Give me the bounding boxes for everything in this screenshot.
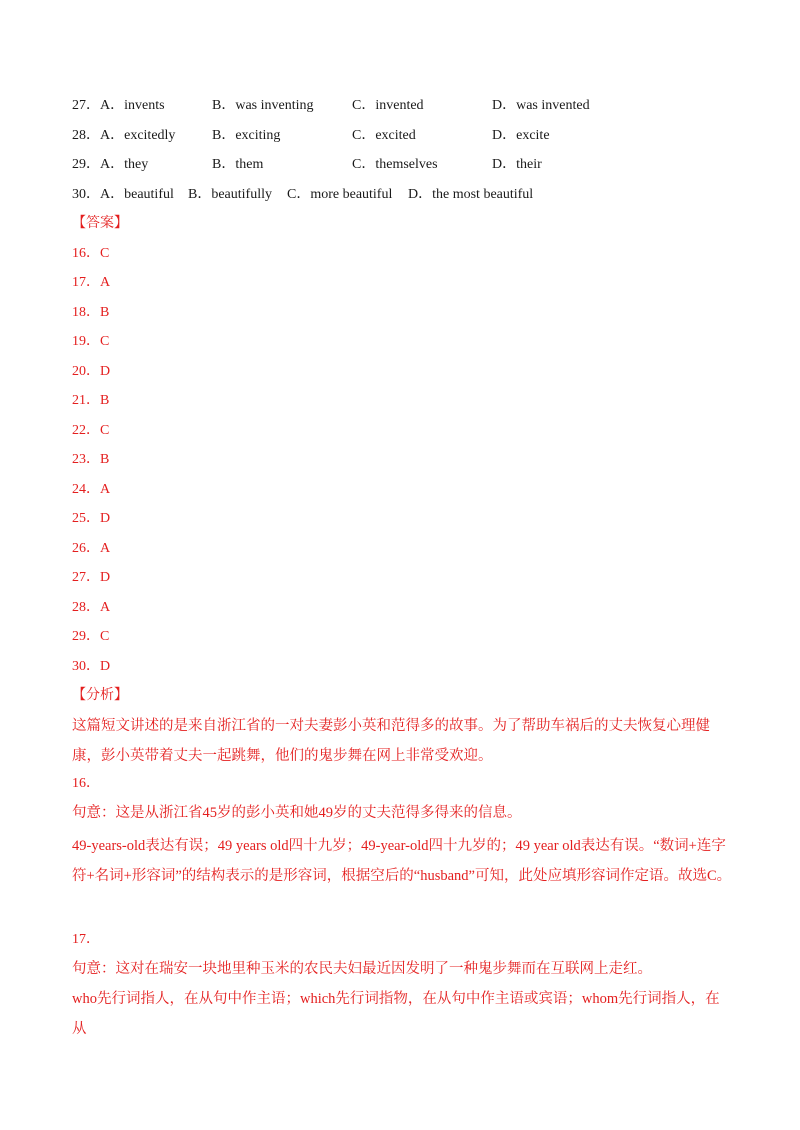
q16-explanation-block <box>72 831 732 891</box>
option-a: A．excitedly <box>100 128 176 143</box>
q17-explanation-block <box>72 984 732 1044</box>
analysis-heading: 【分析】 <box>72 688 128 703</box>
option-b: B．was inventing <box>212 98 314 113</box>
option-a: A．invents <box>100 98 165 113</box>
q16-sentence-block <box>72 798 732 828</box>
q16-explanation: 49-years-old表达有误；49 years old四十九岁；49-year-old四十九岁的；49 year old表达有误。“数词+连字符+名词+形容词”的结构表示的是形容词，根据空后的“husband”可知，此处应填形容词作定语。故选C。 <box>72 838 732 884</box>
answer-item: 28．A <box>72 600 111 615</box>
option-d: D．their <box>492 157 542 172</box>
answer-item: 24．A <box>72 482 111 497</box>
question-number: 30． <box>72 187 100 202</box>
answer-item: 22．C <box>72 423 110 438</box>
answer-item: 23．B <box>72 452 110 467</box>
answer-item: 20．D <box>72 364 111 379</box>
option-d: D．the most beautiful <box>408 187 534 202</box>
analysis-text: 这篇短文讲述的是来自浙江省的一对夫妻彭小英和范得多的故事。为了帮助车祸后的丈夫恢复心理健康，彭小英带着丈夫一起跳舞，他们的鬼步舞在网上非常受欢迎。 <box>72 718 710 764</box>
answer-item: 25．D <box>72 511 111 526</box>
option-c: C．excited <box>352 128 416 143</box>
option-b: B．beautifully <box>188 187 272 202</box>
answer-item: 19．C <box>72 334 110 349</box>
answer-heading: 【答案】 <box>72 216 128 231</box>
answer-item: 18．B <box>72 305 110 320</box>
q17-sentence: 句意：这对在瑞安一块地里种玉米的农民夫妇最近因发明了一种鬼步舞而在互联网上走红。 <box>72 961 652 977</box>
option-c: C．invented <box>352 98 424 113</box>
option-c: C．more beautiful <box>287 187 393 202</box>
question-number: 29． <box>72 157 100 172</box>
q17-explanation: who先行词指人，在从句中作主语；which先行词指物，在从句中作主语或宾语；whom先行词指人，在从 <box>72 991 720 1037</box>
answer-item: 16．C <box>72 246 110 261</box>
answer-item: 30．D <box>72 659 111 674</box>
answer-item: 17．A <box>72 275 111 290</box>
q16-sentence: 句意：这是从浙江省45岁的彭小英和她49岁的丈夫范得多得来的信息。 <box>72 805 522 821</box>
question-number: 27． <box>72 98 100 113</box>
analysis-paragraph <box>72 711 732 771</box>
option-b: B．them <box>212 157 264 172</box>
answer-item: 26．A <box>72 541 111 556</box>
answer-item: 21．B <box>72 393 110 408</box>
option-d: D．excite <box>492 128 550 143</box>
q16-label: 16． <box>72 776 100 791</box>
option-c: C．themselves <box>352 157 438 172</box>
answer-item: 27．D <box>72 570 111 585</box>
answer-item: 29．C <box>72 629 110 644</box>
option-d: D．was invented <box>492 98 590 113</box>
q17-sentence-block <box>72 954 732 984</box>
option-a: A．they <box>100 157 149 172</box>
option-a: A．beautiful <box>100 187 174 202</box>
q17-label: 17． <box>72 932 100 947</box>
option-b: B．exciting <box>212 128 281 143</box>
question-number: 28． <box>72 128 100 143</box>
